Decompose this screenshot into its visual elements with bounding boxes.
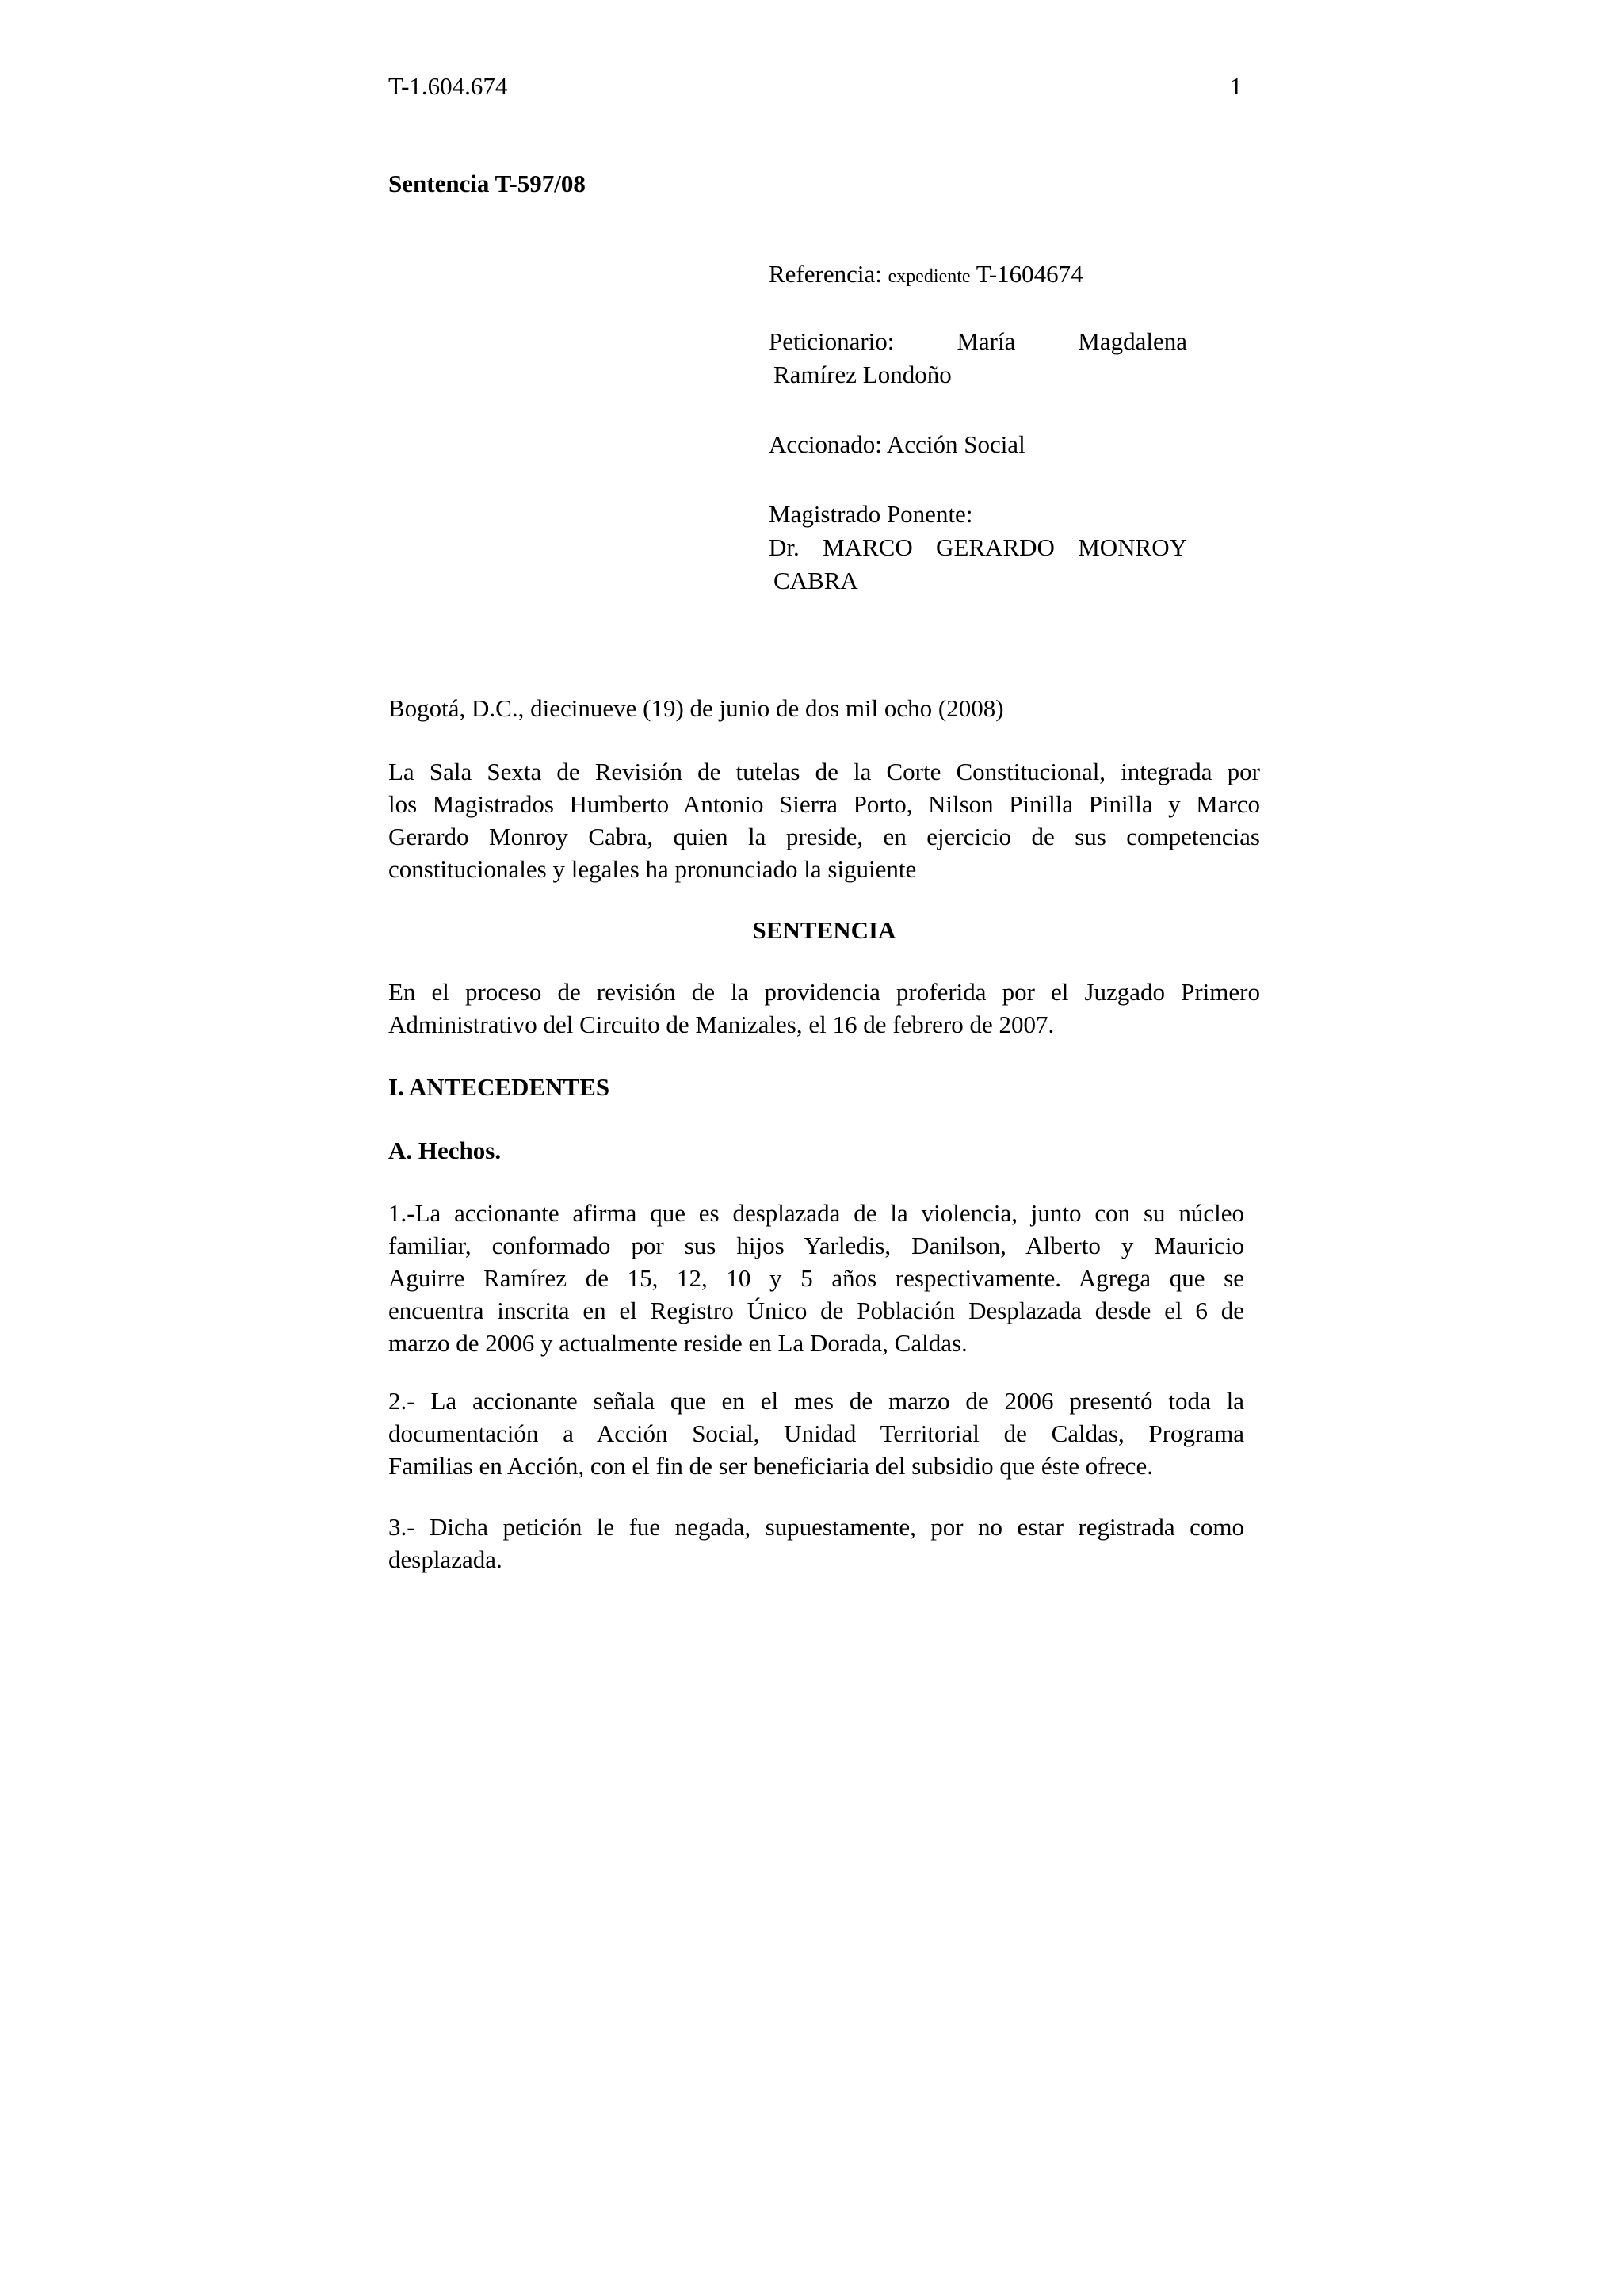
fact-line: 2.- La accionante señala que en el mes de marzo de 2006 presentó toda la: [388, 1387, 1244, 1415]
magistrado-name: Dr. MARCO GERARDO MONROY: [769, 533, 1187, 561]
peticionario-label: Peticionario:: [769, 327, 895, 355]
fact-line: encuentra inscrita en el Registro Único de Población Desplazada desde el 6 de: [388, 1297, 1244, 1324]
fact-line: marzo de 2006 y actualmente reside en La Dorada, Caldas.: [388, 1329, 968, 1357]
fact-line: desplazada.: [388, 1545, 502, 1573]
fact-paragraph-1: [388, 1197, 1244, 1359]
fact-paragraph-2: [388, 1385, 1244, 1482]
fact-line: 3.- Dicha petición le fue negada, supuestamente, por no estar registrada como: [388, 1513, 1244, 1541]
peticionario-surname: Ramírez Londoño: [773, 361, 952, 388]
intro-line: Gerardo Monroy Cabra, quien la preside, en ejercicio de sus competencias: [388, 823, 1260, 850]
peticionario-second-name: Magdalena: [1078, 327, 1187, 355]
accionado-line: Accionado: Acción Social: [769, 430, 1025, 458]
peticionario-first-name: María: [957, 327, 1016, 355]
proceso-line: En el proceso de revisión de la providencia proferida por el Juzgado Primero: [388, 978, 1260, 1006]
referencia-line: [769, 258, 1189, 293]
date-line: Bogotá, D.C., diecinueve (19) de junio de dos mil ocho (2008): [388, 694, 1004, 722]
proceso-line: Administrativo del Circuito de Manizales, el 16 de febrero de 2007.: [388, 1010, 1055, 1038]
referencia-label: Referencia:: [769, 260, 882, 288]
case-code: T-1.604.674: [388, 72, 508, 100]
fact-line: documentación a Acción Social, Unidad Territorial de Caldas, Programa: [388, 1419, 1244, 1447]
fact-line: Aguirre Ramírez de 15, 12, 10 y 5 años respectivamente. Agrega que se: [388, 1264, 1244, 1292]
sentencia-heading: SENTENCIA: [752, 916, 896, 944]
fact-line: 1.-La accionante afirma que es desplazada de la violencia, junto con su núcleo: [388, 1199, 1244, 1227]
referencia-expediente: expediente: [888, 266, 971, 287]
document-title: Sentencia T-597/08: [388, 170, 586, 197]
intro-line: los Magistrados Humberto Antonio Sierra Porto, Nilson Pinilla Pinilla y Marco: [388, 790, 1260, 818]
intro-line: constitucionales y legales ha pronunciado la siguiente: [388, 855, 917, 883]
referencia-value: T-1604674: [976, 260, 1083, 288]
peticionario-line: [769, 325, 1187, 357]
fact-line: Familias en Acción, con el fin de ser beneficiaria del subsidio que éste ofrece.: [388, 1452, 1153, 1480]
intro-line: La Sala Sexta de Revisión de tutelas de la Corte Constitucional, integrada por: [388, 758, 1260, 785]
fact-line: familiar, conformado por sus hijos Yarledis, Danilson, Alberto y Mauricio: [388, 1232, 1244, 1259]
magistrado-name-cont: CABRA: [773, 567, 858, 594]
fact-paragraph-3: [388, 1511, 1244, 1576]
magistrado-label: Magistrado Ponente:: [769, 500, 973, 528]
page-number: 1: [1230, 72, 1243, 100]
section-heading-antecedentes: I. ANTECEDENTES: [388, 1073, 610, 1101]
proceso-paragraph: [388, 976, 1260, 1041]
subsection-heading-hechos: A. Hechos.: [388, 1137, 502, 1164]
intro-paragraph: [388, 755, 1260, 885]
